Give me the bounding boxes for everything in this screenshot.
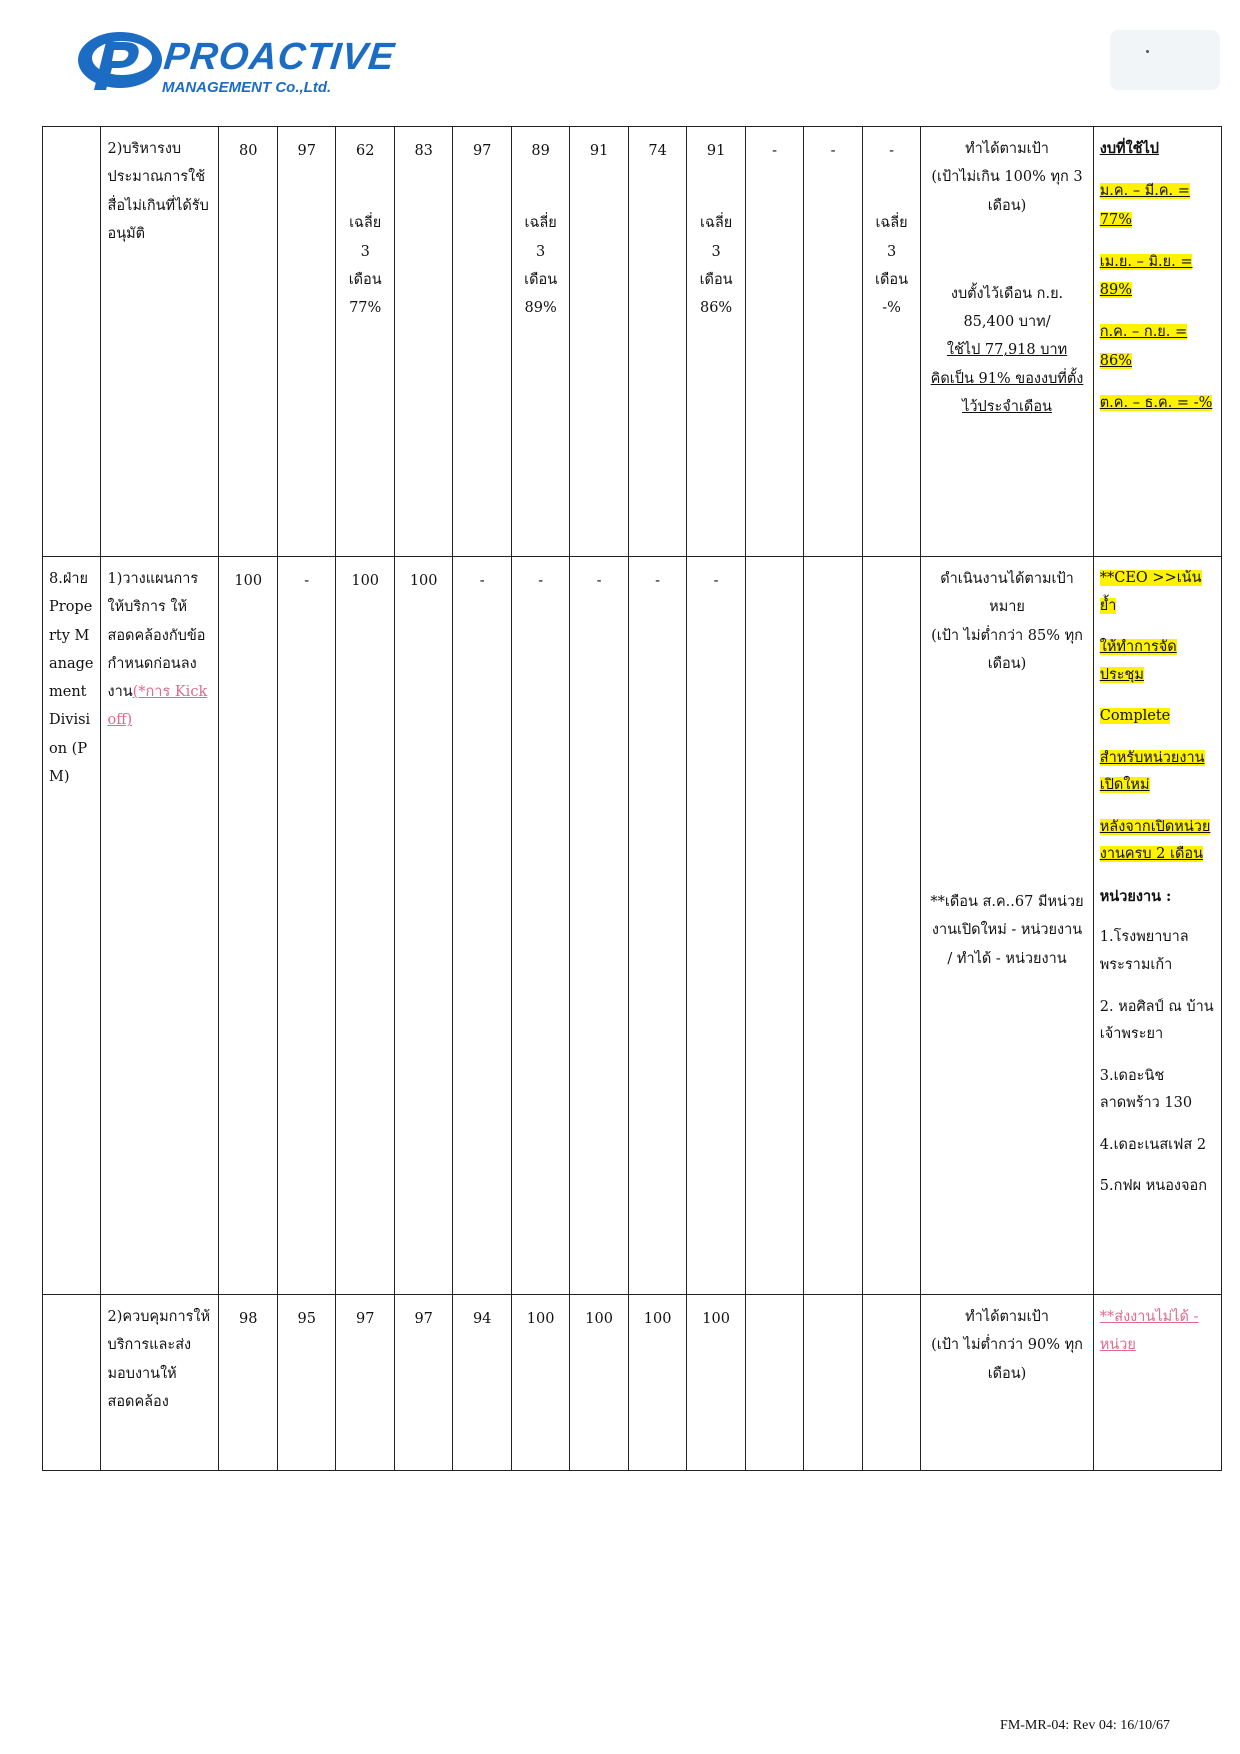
value-cell: [745, 557, 803, 1295]
value-cell: 100: [570, 1295, 628, 1471]
company-logo: [76, 24, 397, 100]
avg-label: เฉลี่ย: [875, 215, 908, 232]
value: 91: [706, 143, 726, 159]
table-row: [43, 1295, 1222, 1471]
notes-cell: [1093, 557, 1221, 1295]
value-cell: -: [628, 557, 686, 1295]
value-cell: [336, 127, 394, 557]
result-cell: [921, 1295, 1093, 1471]
result-cell: [921, 127, 1093, 557]
avg-value: 89%: [524, 300, 557, 317]
value-cell: 100: [394, 557, 452, 1295]
avg-period: 3 เดือน: [875, 243, 909, 288]
dept-cell: [43, 1295, 101, 1471]
value-cell: 74: [628, 127, 686, 557]
unit-item: 3.เดอะนิช ลาดพร้าว 130: [1099, 1067, 1193, 1112]
value-cell: -: [453, 557, 511, 1295]
value-cell: [745, 1295, 803, 1471]
result-cell: [921, 557, 1093, 1295]
ceo-note: หลังจากเปิดหน่วยงานครบ 2 เดือน: [1099, 818, 1211, 863]
avg-value: 77%: [349, 300, 382, 317]
value-cell: 100: [628, 1295, 686, 1471]
result-status: ทำได้ตามเป้า: [965, 1309, 1049, 1325]
value-cell: 83: [394, 127, 452, 557]
notes-cell: [1093, 1295, 1221, 1471]
quarter-note: ต.ค. – ธ.ค. = -%: [1099, 394, 1213, 411]
units-title: หน่วยงาน :: [1099, 887, 1172, 905]
unit-item: 1.โรงพยาบาลพระรามเก้า: [1099, 929, 1189, 974]
result-status: ทำได้ตามเป้า: [965, 141, 1049, 157]
value-cell: 97: [394, 1295, 452, 1471]
value-cell: 97: [277, 127, 335, 557]
value-cell: -: [570, 557, 628, 1295]
logo-brand-text: PROACTIVE: [161, 36, 397, 78]
value-cell: 95: [277, 1295, 335, 1471]
value-cell: [862, 1295, 920, 1471]
value: 62: [355, 143, 375, 159]
quarter-note: เม.ย. – มิ.ย. = 89%: [1099, 253, 1193, 299]
unit-item: 4.เดอะเนสเฟส 2: [1099, 1136, 1207, 1153]
quarter-note: ก.ค. – ก.ย. = 86%: [1099, 324, 1188, 369]
notes-title: งบที่ใช้ไป: [1099, 140, 1160, 157]
ceo-note: **CEO >>เน้นย้ำ: [1099, 570, 1202, 614]
value-cell: -: [745, 127, 803, 557]
result-used: ใช้ไป 77,918 บาท: [946, 342, 1068, 359]
table-row: [43, 127, 1222, 557]
ceo-note: Complete: [1099, 708, 1171, 725]
value-cell: 94: [453, 1295, 511, 1471]
delivery-note: **ส่งงานไม่ได้ - หน่วย: [1099, 1309, 1199, 1354]
value-cell: 97: [336, 1295, 394, 1471]
item-text: 1)วางแผนการให้บริการ ให้สอดคล้องกับข้อกำหนดก่อนลงงาน: [107, 571, 206, 701]
result-pct: คิดเป็น 91% ของงบที่ตั้งไว้ประจำเดือน: [930, 370, 1084, 415]
value-cell: -: [804, 127, 862, 557]
result-target: (เป้า ไม่ต่ำกว่า 90% ทุกเดือน): [931, 1337, 1083, 1382]
avg-label: เฉลี่ย: [524, 215, 557, 232]
value-cell: [687, 127, 745, 557]
value-cell: 97: [453, 127, 511, 557]
value-cell: [862, 127, 920, 557]
item-cell: 2)ควบคุมการให้บริการและส่งมอบงานให้สอดคล้อง: [101, 1295, 219, 1471]
avg-value: 86%: [699, 300, 733, 317]
value-cell: -: [511, 557, 569, 1295]
value-cell: 91: [570, 127, 628, 557]
avg-label: เฉลี่ย: [699, 215, 733, 232]
result-target: (เป้าไม่เกิน 100% ทุก 3 เดือน): [931, 169, 1083, 214]
table-row: [43, 557, 1222, 1295]
avg-period: 3 เดือน: [699, 243, 733, 288]
value: 89: [531, 143, 550, 159]
value-cell: -: [277, 557, 335, 1295]
kpi-table: [42, 126, 1222, 1471]
result-note: / ทำได้ - หน่วยงาน: [947, 950, 1067, 967]
kickoff-link: (*การ Kick off): [107, 684, 208, 729]
unit-item: 2. หอศิลป์ ณ บ้านเจ้าพระยา: [1099, 998, 1214, 1043]
ceo-note: ให้ทำการจัดประชุม: [1099, 639, 1177, 683]
avg-period: 3 เดือน: [524, 243, 558, 288]
scan-background-smudge: [1110, 30, 1220, 90]
form-code: FM-MR-04: Rev 04: 16/10/67: [1000, 1718, 1170, 1733]
value-cell: 100: [511, 1295, 569, 1471]
dept-cell: 8.ฝ่าย Property Management Division (PM): [43, 557, 101, 1295]
notes-cell: [1093, 127, 1221, 557]
value-cell: 98: [219, 1295, 277, 1471]
result-target: (เป้า ไม่ต่ำกว่า 85% ทุกเดือน): [931, 627, 1083, 672]
value-cell: -: [687, 557, 745, 1295]
value-cell: [511, 127, 569, 557]
avg-label: เฉลี่ย: [349, 215, 382, 232]
value-cell: [804, 557, 862, 1295]
item-cell: 2)บริหารงบประมาณการใช้สื่อไม่เกินที่ได้รับอนุมัติ: [101, 127, 219, 557]
item-cell: [101, 557, 219, 1295]
value: -: [889, 143, 894, 159]
unit-item: 5.กฟผ หนองจอก: [1099, 1178, 1207, 1195]
value-cell: [804, 1295, 862, 1471]
value-cell: 100: [219, 557, 277, 1295]
scan-dot: [1146, 50, 1149, 53]
dept-cell: [43, 127, 101, 557]
proactive-logo-icon: [76, 24, 166, 96]
avg-period: 3 เดือน: [348, 243, 382, 288]
value-cell: 100: [336, 557, 394, 1295]
value-cell: 80: [219, 127, 277, 557]
quarter-note: ม.ค. – มี.ค. = 77%: [1099, 183, 1190, 228]
value-cell: 100: [687, 1295, 745, 1471]
avg-value: -%: [882, 300, 901, 317]
ceo-note: สำหรับหน่วยงานเปิดใหม่: [1099, 749, 1205, 794]
result-budget: งบตั้งไว้เดือน ก.ย. 85,400 บาท/: [950, 285, 1064, 331]
result-note: **เดือน ส.ค..67 มีหน่วยงานเปิดใหม่ - หน่วยงาน: [930, 894, 1084, 939]
result-status: ดำเนินงานได้ตามเป้าหมาย: [940, 571, 1074, 616]
logo-sub-text: MANAGEMENT Co.,Ltd.: [162, 79, 332, 96]
value-cell: [862, 557, 920, 1295]
